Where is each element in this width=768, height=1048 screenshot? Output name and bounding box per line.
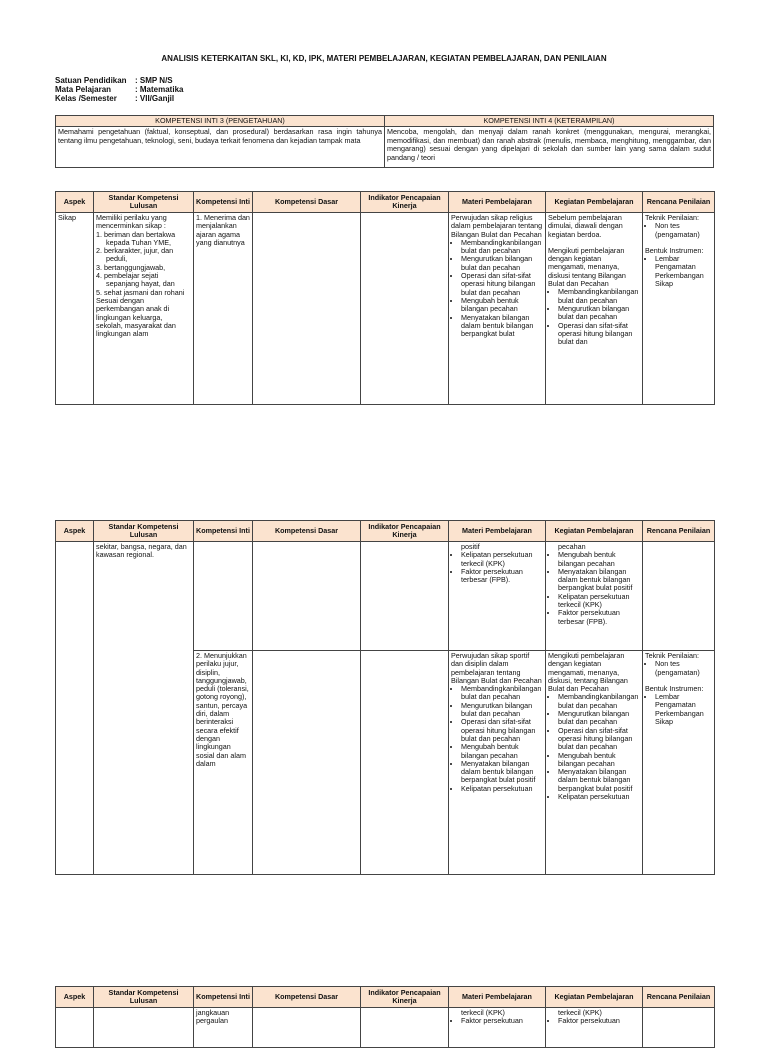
materi-item: • Kelipatan persekutuan: [461, 785, 543, 793]
kegiatan-intro: Mengikuti pembelajaran dengan kegiatan mengamati, menanya, diskusi tentang Bilangan Bulat dan Pecahan: [548, 245, 626, 289]
header-skl: Standar Kompetensi Lulusan: [94, 521, 194, 542]
meta-row-mapel: [55, 85, 183, 94]
ipk-cell: [361, 651, 449, 875]
materi-item: • Mengurutkan bilangan bulat dan pecahan: [461, 702, 543, 719]
header-ki: Kompetensi Inti: [194, 192, 253, 213]
kegiatan-intro: Mengikuti pembelajaran dengan kegiatan mengamati, menanya, diskusi, tentang Bilangan Bulat dan Pecahan: [548, 651, 628, 694]
penilaian-bentuk: Bentuk Instrumen:: [645, 683, 704, 693]
penilaian-cell: [643, 542, 715, 651]
kegiatan-item: • Mengurutkan bilangan bulat dan pecahan: [558, 710, 640, 727]
kd-cell: [253, 542, 361, 651]
kd-cell: [253, 651, 361, 875]
header-materi: Materi Pembelajaran: [449, 987, 546, 1008]
meta-row-kelas: [55, 94, 183, 103]
header-kegiatan: Kegiatan Pembelajaran: [546, 192, 643, 213]
kegiatan-cell: [546, 1008, 643, 1048]
materi-item: • Menyatakan bilangan dalam bentuk bilangan berpangkat bulat: [461, 314, 543, 339]
kegiatan-item: • Faktor persekutuan: [558, 1017, 640, 1025]
header-ki: Kompetensi Inti: [194, 521, 253, 542]
aspek-cell: [56, 542, 94, 875]
analysis-table-2: [55, 520, 715, 875]
materi-cell: [449, 213, 546, 405]
kegiatan-item: • Kelipatan persekutuan terkecil (KPK): [558, 593, 640, 610]
header-kd: Kompetensi Dasar: [253, 987, 361, 1008]
ki-cell: [194, 542, 253, 651]
skl-intro: Memiliki perilaku yang mencerminkan sikap :: [96, 213, 167, 231]
materi-item: • Operasi dan sifat-sifat operasi hitung bilangan bulat dan pecahan: [461, 272, 543, 297]
header-kegiatan: Kegiatan Pembelajaran: [546, 521, 643, 542]
header-aspek: Aspek: [56, 987, 94, 1008]
materi-cont: terkecil (KPK): [461, 1008, 505, 1017]
kegiatan-item: • Menyatakan bilangan dalam bentuk bilangan berpangkat bulat positif: [558, 568, 640, 593]
ipk-cell: [361, 542, 449, 651]
analysis-table-3: [55, 986, 715, 1048]
ki3-text: Memahami pengetahuan (faktual, konseptual, dan prosedural) berdasarkan rasa ingin tahunya tentang ilmu pengetahuan, teknologi, seni, budaya terkait fenomena dan kejadian tampak mata: [56, 127, 385, 168]
skl-item: 2. berkarakter, jujur, dan peduli,: [96, 246, 174, 264]
skl-item: 5. sehat jasmani dan rohani: [96, 287, 185, 297]
aspek-cell: [56, 1008, 94, 1048]
penilaian-bentuk: Bentuk Instrumen:: [645, 245, 704, 255]
penilaian-item: • Non tes (pengamatan): [655, 222, 712, 239]
kegiatan-cont: terkecil (KPK): [558, 1008, 602, 1017]
header-materi: Materi Pembelajaran: [449, 521, 546, 542]
materi-item: • Mengubah bentuk bilangan pecahan: [461, 743, 543, 760]
materi-cell: [449, 651, 546, 875]
skl-item: 1. beriman dan bertakwa kepada Tuhan YME,: [96, 229, 176, 247]
materi-item: • Operasi dan sifat-sifat operasi hitung bilangan bulat dan pecahan: [461, 718, 543, 743]
skl-cell: [94, 213, 194, 405]
kegiatan-item: • Operasi dan sifat-sifat operasi hitung bilangan bulat dan pecahan: [558, 727, 640, 752]
meta-block: [55, 76, 183, 103]
kd-cell: [253, 213, 361, 405]
skl-cell: sekitar, bangsa, negara, dan kawasan regional.: [94, 542, 194, 875]
kegiatan-item: • Membandingkanbilangan bulat dan pecahan: [558, 693, 640, 710]
skl-cell: [94, 1008, 194, 1048]
kegiatan-item: • Mengubah bentuk bilangan pecahan: [558, 551, 640, 568]
header-aspek: Aspek: [56, 192, 94, 213]
header-penilaian: Rencana Penilaian: [643, 987, 715, 1008]
materi-item: • Menyatakan bilangan dalam bentuk bilangan berpangkat bulat positif: [461, 760, 543, 785]
skl-outro: Sesuai dengan perkembangan anak di lingkungan keluarga, sekolah, masyarakat dan lingkungan alam: [96, 295, 176, 339]
kegiatan-item: • Faktor persekutuan terbesar (FPB).: [558, 609, 640, 626]
kegiatan-item: • Membandingkanbilangan bulat dan pecahan: [558, 288, 640, 305]
meta-key: Mata Pelajaran: [55, 85, 112, 94]
materi-item: • Mengurutkan bilangan bulat dan pecahan: [461, 255, 543, 272]
ki4-text: Mencoba, mengolah, dan menyaji dalam ranah konkret (menggunakan, mengurai, merangkai, memodifikasi, dan membuat) dan ranah abstrak (menulis, membaca, menghitung, menggambar, dan mengarang) sesuai dengan yang dipelajari di sekolah dan sumber lain yang sama dalam sudut pandang / teori: [385, 127, 714, 168]
kd-cell: [253, 1008, 361, 1048]
document-title: ANALISIS KETERKAITAN SKL, KI, KD, IPK, MATERI PEMBELAJARAN, KEGIATAN PEMBELAJARAN, DAN PENILAIAN: [161, 54, 607, 63]
materi-item: • Membandingkanbilangan bulat dan pecahan: [461, 685, 543, 702]
analysis-table-1: [55, 191, 715, 405]
header-ipk: Indikator Pencapaian Kinerja: [361, 521, 449, 542]
penilaian-item: • Non tes (pengamatan): [655, 660, 712, 677]
ki-cell: jangkauan pergaulan: [194, 1008, 253, 1048]
meta-value: : Matematika: [135, 85, 184, 94]
header-kd: Kompetensi Dasar: [253, 192, 361, 213]
ki-cell: 2. Menunjukkan perilaku jujur, disiplin, tanggungjawab, peduli (toleransi, gotong royong), santun, percaya diri, dalam berinteraksi secara efektif dengan lingkungan sosial dan alam dalam: [194, 651, 253, 875]
ipk-cell: [361, 1008, 449, 1048]
materi-cont: positif: [461, 542, 480, 551]
meta-key: Satuan Pendidikan: [55, 76, 127, 85]
header-skl: Standar Kompetensi Lulusan: [94, 987, 194, 1008]
materi-intro: Perwujudan sikap sportif dan disiplin dalam pembelajaran tentang Bilangan Bulat dan Pecahan: [451, 651, 542, 685]
kegiatan-item: • Menyatakan bilangan dalam bentuk bilangan berpangkat bulat positif: [558, 768, 640, 793]
meta-value: : SMP N/S: [135, 76, 173, 85]
kegiatan-item: • Mengubah bentuk bilangan pecahan: [558, 752, 640, 769]
penilaian-item: • Lembar Pengamatan Perkembangan Sikap: [655, 693, 712, 726]
materi-cell: [449, 1008, 546, 1048]
ipk-cell: [361, 213, 449, 405]
materi-item: • Kelipatan persekutuan terkecil (KPK): [461, 551, 543, 568]
materi-cell: [449, 542, 546, 651]
meta-value: : VII/Ganjil: [135, 94, 175, 103]
ki3-header: KOMPETENSI INTI 3 (PENGETAHUAN): [56, 116, 385, 127]
skl-item: 4. pembelajar sejati sepanjang hayat, dan: [96, 271, 175, 289]
kegiatan-cont: pecahan: [558, 542, 586, 551]
skl-item: 3. bertanggungjawab,: [96, 262, 166, 272]
penilaian-cell: [643, 651, 715, 875]
header-ipk: Indikator Pencapaian Kinerja: [361, 987, 449, 1008]
penilaian-cell: [643, 1008, 715, 1048]
materi-intro: Perwujudan sikap religius dalam pembelajaran tentang Bilangan Bulat dan Pecahan: [451, 213, 543, 239]
ki4-header: KOMPETENSI INTI 4 (KETERAMPILAN): [385, 116, 714, 127]
penilaian-teknik: Teknik Penilaian:: [645, 651, 699, 660]
meta-row-satuan: [55, 76, 183, 85]
materi-item: • Mengubah bentuk bilangan pecahan: [461, 297, 543, 314]
header-ki: Kompetensi Inti: [194, 987, 253, 1008]
kegiatan-item: • Mengurutkan bilangan bulat dan pecahan: [558, 305, 640, 322]
header-skl: Standar Kompetensi Lulusan: [94, 192, 194, 213]
kegiatan-cell: [546, 651, 643, 875]
header-kegiatan: Kegiatan Pembelajaran: [546, 987, 643, 1008]
penilaian-teknik: Teknik Penilaian:: [645, 213, 699, 222]
materi-item: • Faktor persekutuan: [461, 1017, 543, 1025]
penilaian-cell: [643, 213, 715, 405]
materi-item: • Membandingkanbilangan bulat dan pecahan: [461, 239, 543, 256]
header-materi: Materi Pembelajaran: [449, 192, 546, 213]
ki-cell: 1. Menerima dan menjalankan ajaran agama yang dianutnya: [194, 213, 253, 405]
aspek-cell: Sikap: [56, 213, 94, 405]
header-kd: Kompetensi Dasar: [253, 521, 361, 542]
meta-key: Kelas /Semester: [55, 94, 117, 103]
header-aspek: Aspek: [56, 521, 94, 542]
kegiatan-cell: [546, 542, 643, 651]
penilaian-item: • Lembar Pengamatan Perkembangan Sikap: [655, 255, 712, 288]
kegiatan-item: • Kelipatan persekutuan: [558, 793, 640, 801]
ki-table: [55, 115, 714, 168]
header-penilaian: Rencana Penilaian: [643, 192, 715, 213]
kegiatan-item: • Operasi dan sifat-sifat operasi hitung bilangan bulat dan: [558, 322, 640, 347]
materi-item: • Faktor persekutuan terbesar (FPB).: [461, 568, 543, 585]
header-ipk: Indikator Pencapaian Kinerja: [361, 192, 449, 213]
kegiatan-cell: [546, 213, 643, 405]
kegiatan-intro: Sebelum pembelajaran dimulai, diawali dengan kegiatan berdoa.: [548, 213, 623, 239]
header-penilaian: Rencana Penilaian: [643, 521, 715, 542]
